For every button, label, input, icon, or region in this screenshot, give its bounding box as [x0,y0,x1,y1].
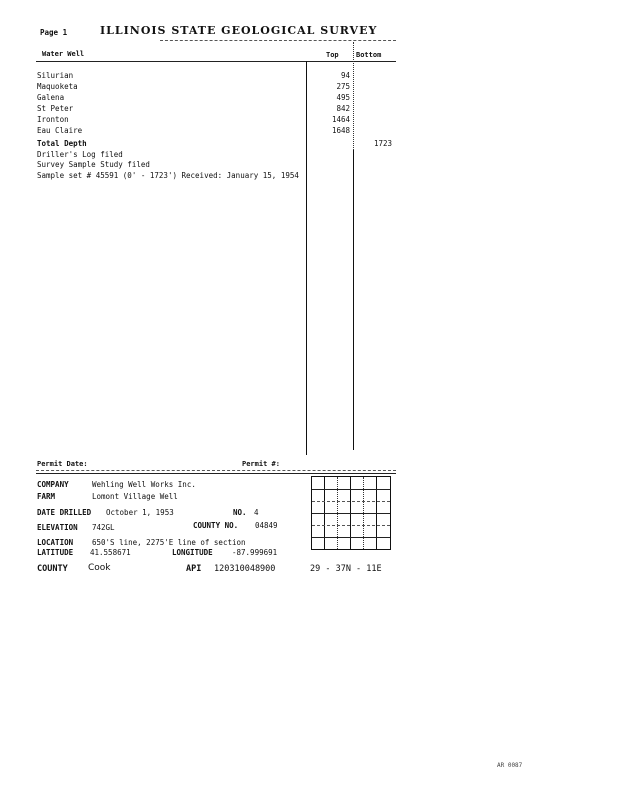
plat-grid-line [312,537,390,538]
farm-value: Lomont Village Well [92,492,178,501]
section-plat-grid [311,476,391,550]
header-dashed-rule [160,40,396,41]
plat-grid-line [312,489,390,490]
total-depth-value: 1723 [373,139,392,148]
formation-top: 842 [336,104,350,113]
longitude-value: -87.999691 [232,548,278,557]
permit-dashed-rule [36,470,396,471]
location-label: LOCATION [37,538,74,547]
column-top: Top [326,51,339,59]
permit-date-label: Permit Date: [37,460,88,468]
formation-top: 94 [340,71,350,80]
note-line: Survey Sample Study filed [37,160,150,169]
formation-top: 1648 [331,126,350,135]
well-no-label: NO. [233,508,247,517]
formation-top: 495 [336,93,350,102]
permit-number-label: Permit #: [242,460,280,468]
county-label: COUNTY [37,564,68,574]
company-value: Wehling Well Works Inc. [92,480,196,489]
formation-name: St Peter [37,104,74,113]
table-header-rule [36,61,396,62]
formation-top: 1464 [331,115,350,124]
plat-grid-line [312,501,390,502]
note-line: Driller's Log filed [37,150,123,159]
total-depth-label: Total Depth [37,139,87,148]
api-value: 120310048900 [214,564,276,574]
formation-name: Eau Claire [37,126,83,135]
formation-name: Maquoketa [37,82,78,91]
elevation-label: ELEVATION [37,523,78,532]
date-drilled-label: DATE DRILLED [37,508,92,517]
longitude-label: LONGITUDE [172,548,213,557]
county-no-label: COUNTY NO. [193,521,239,530]
plat-grid-line [312,513,390,514]
farm-label: FARM [37,492,56,501]
county-no-value: 04849 [255,521,278,530]
page-title: ILLINOIS STATE GEOLOGICAL SURVEY [100,24,378,37]
api-label: API [186,564,202,574]
permit-rule [36,473,396,474]
archive-stamp: AR 0087 [497,762,523,769]
top-column-dotted-divider [353,42,354,150]
page-label: Page 1 [40,28,68,37]
formation-name: Ironton [37,115,69,124]
date-drilled-value: October 1, 1953 [106,508,174,517]
well-no-value: 4 [254,508,259,517]
formation-column-divider [306,61,307,455]
plat-grid-line [312,525,390,526]
formation-name: Galena [37,93,65,102]
latitude-label: LATITUDE [37,548,74,557]
township-range: 29 - 37N - 11E [310,564,382,574]
note-line: Sample set # 45591 (0' - 1723') Received: January 15, 1954 [37,171,299,180]
formation-top: 275 [336,82,350,91]
location-value: 650'S line, 2275'E line of section [92,538,246,547]
county-value: Cook [88,563,111,573]
company-label: COMPANY [37,480,69,489]
column-water-well: Water Well [42,50,85,58]
formation-name: Silurian [37,71,74,80]
column-bottom: Bottom [356,51,382,59]
latitude-value: 41.558671 [90,548,131,557]
elevation-value: 742GL [92,523,115,532]
top-column-divider [353,150,354,450]
